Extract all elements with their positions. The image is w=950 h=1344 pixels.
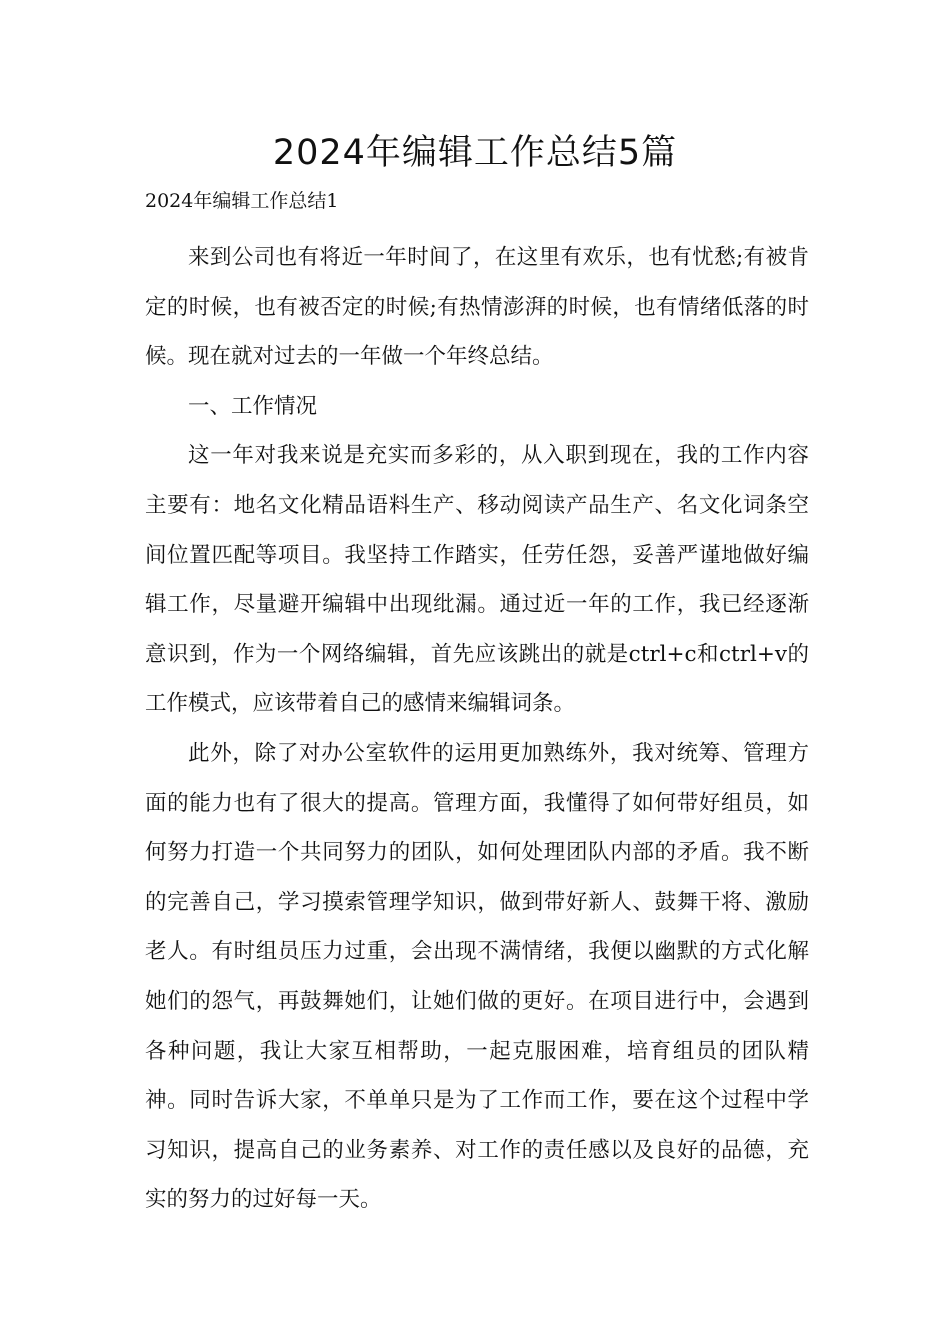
document-title: 2024年编辑工作总结5篇: [272, 133, 678, 173]
paragraph-work: 这一年对我来说是充实而多彩的，从入职到现在，我的工作内容主要有：地名文化精品语料生产、移动阅读产品生产、名文化词条空间位置匹配等项目。我坚持工作踏实，任劳任怨，妥善严谨地做好编辑工作，尽量避开编辑中出现纰漏。通过近一年的工作，我已经逐渐意识到，作为一个网络编辑，首先应该跳出的就是ctrl+c和ctrl+v的工作模式，应该带着自己的感情来编辑词条。: [145, 443, 809, 717]
document-body: [145, 233, 809, 1225]
section-heading-work: 一、工作情况: [188, 393, 318, 419]
paragraph-management: 此外，除了对办公室软件的运用更加熟练外，我对统筹、管理方面的能力也有了很大的提高。管理方面，我懂得了如何带好组员，如何努力打造一个共同努力的团队，如何处理团队内部的矛盾。我不断的完善自己，学习摸索管理学知识，做到带好新人、鼓舞干将、激励老人。有时组员压力过重，会出现不满情绪，我便以幽默的方式化解她们的怨气，再鼓舞她们，让她们做的更好。在项目进行中，会遇到各种问题，我让大家互相帮助，一起克服困难，培育组员的团队精神。同时告诉大家，不单单只是为了工作而工作，要在这个过程中学习知识，提高自己的业务素养、对工作的责任感以及良好的品德，充实的努力的过好每一天。: [145, 740, 809, 1213]
paragraph-intro: 来到公司也有将近一年时间了，在这里有欢乐，也有忧愁;有被肯定的时候，也有被否定的时候;有热情澎湃的时候，也有情绪低落的时候。现在就对过去的一年做一个年终总结。: [145, 245, 809, 370]
section-subtitle: 2024年编辑工作总结1: [145, 190, 339, 212]
